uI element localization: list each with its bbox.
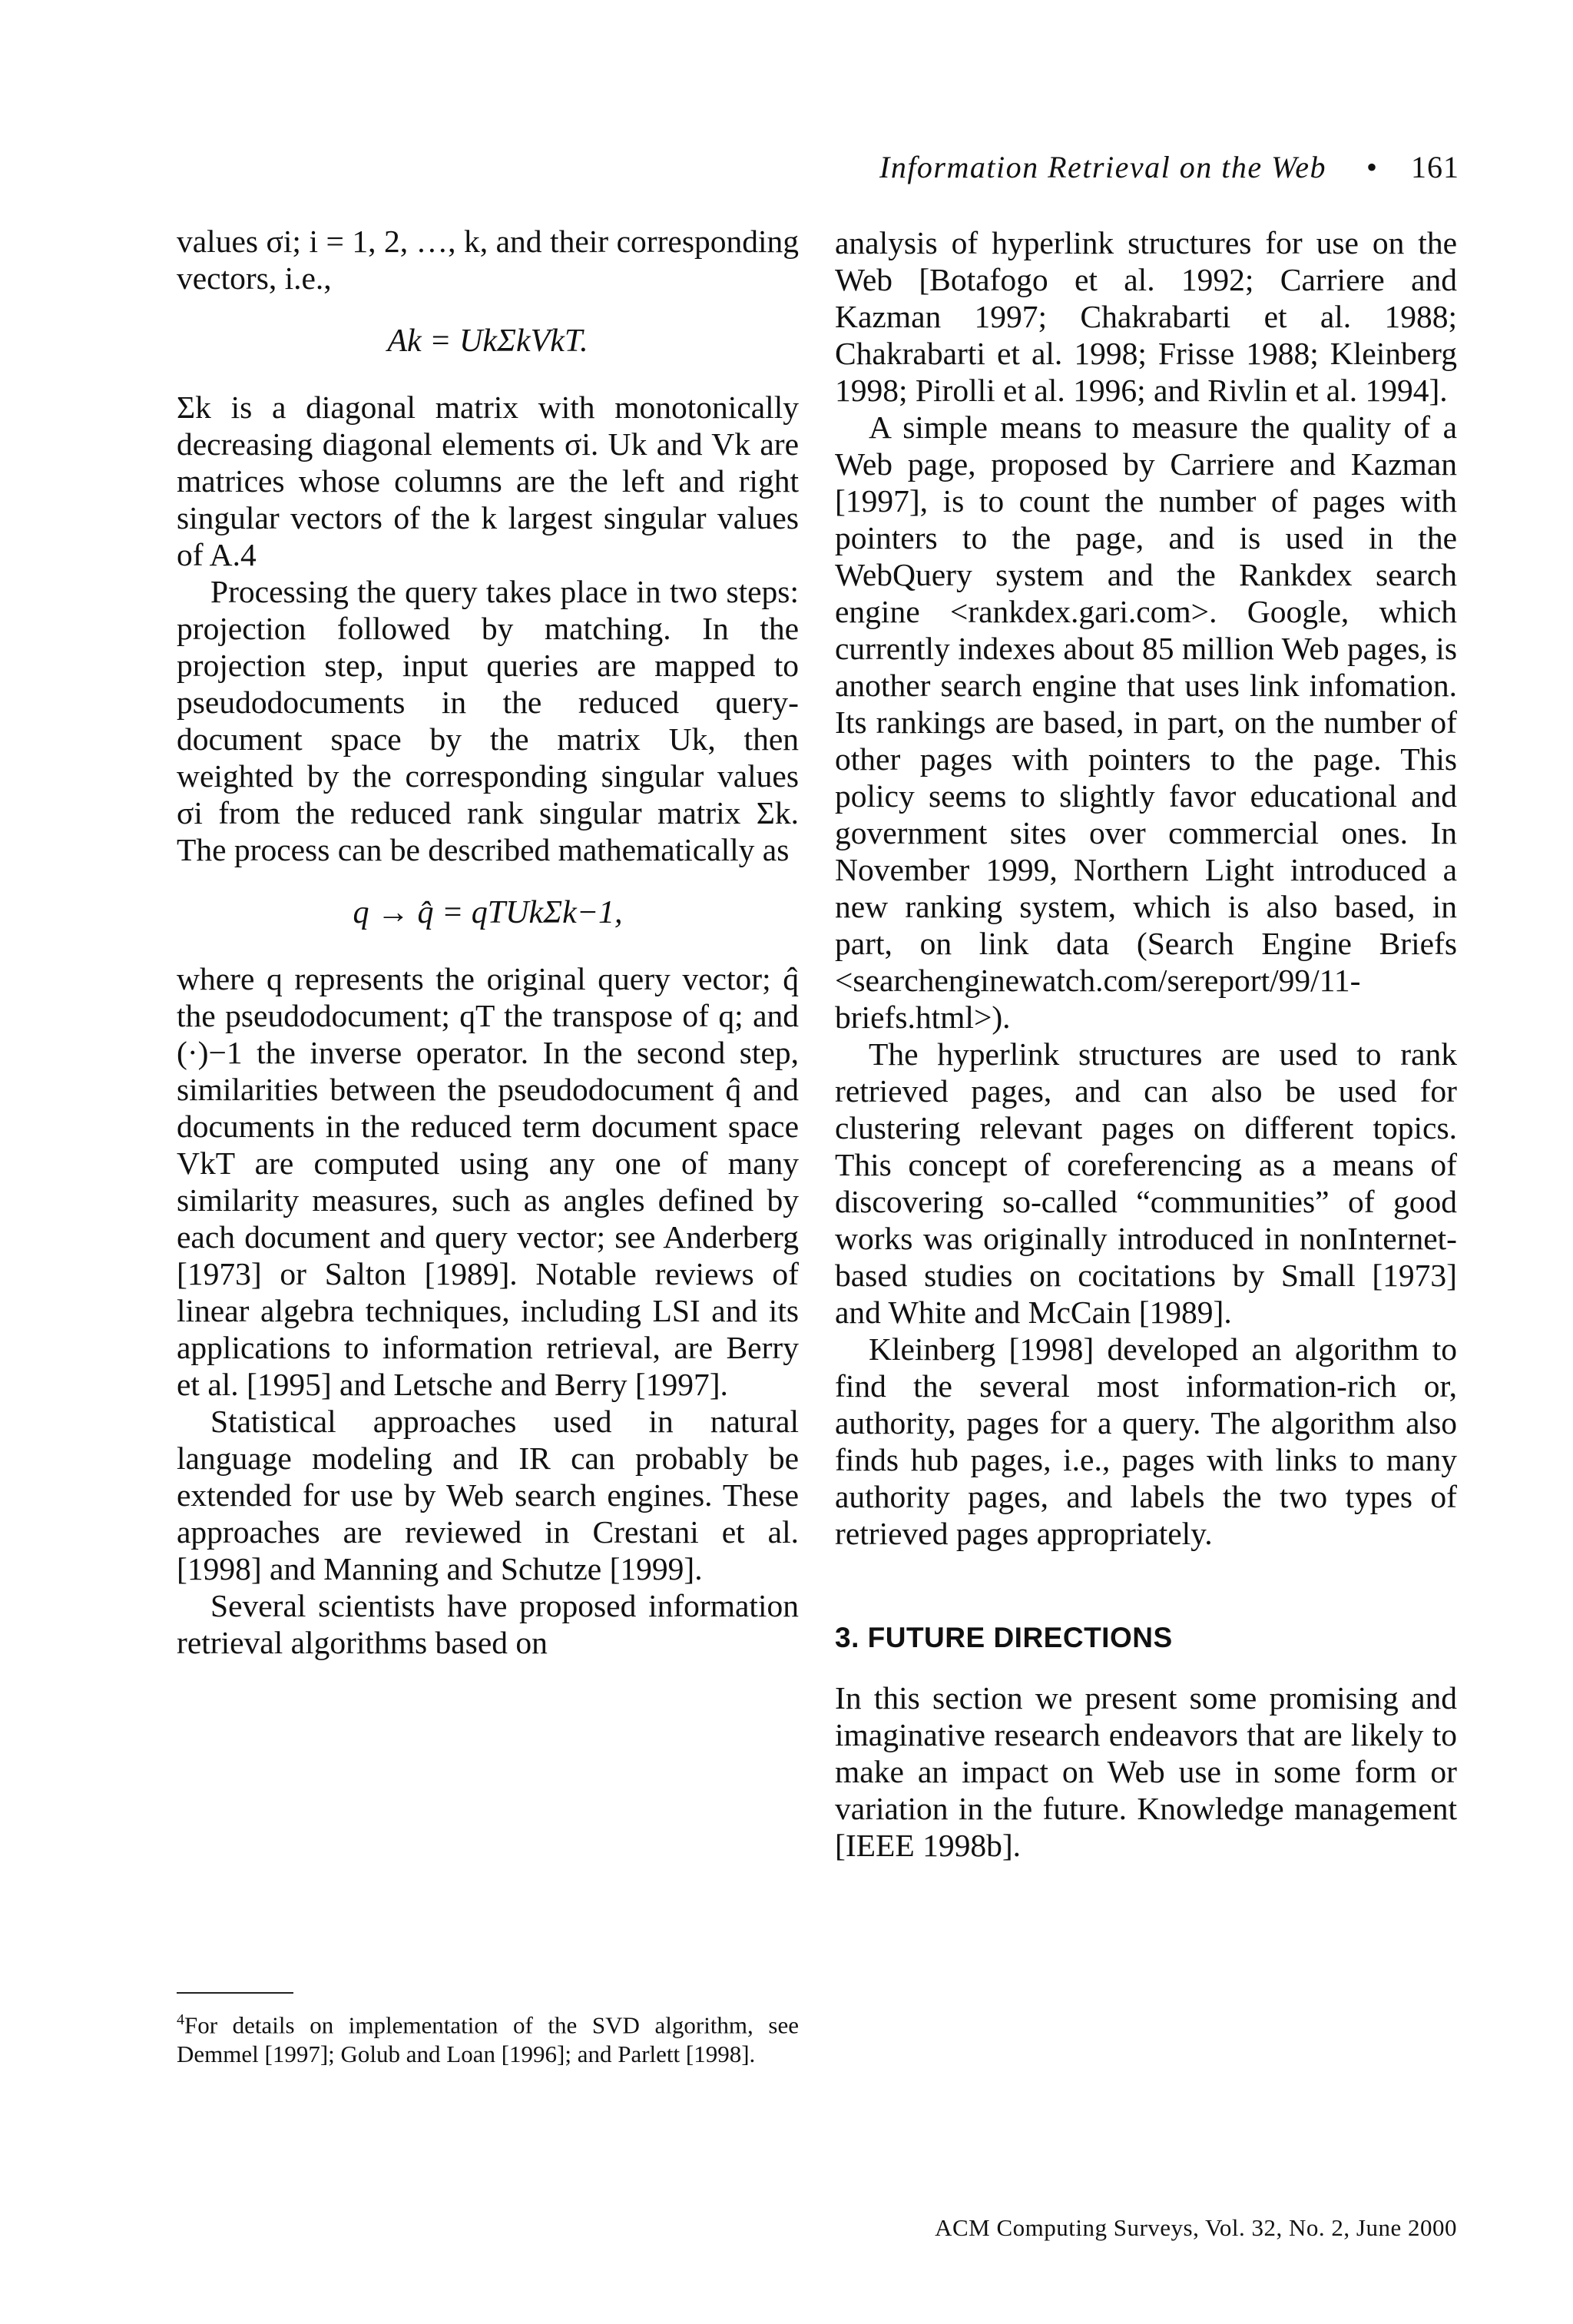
running-head-bullet: • [1366, 150, 1377, 184]
section-heading: 3. FUTURE DIRECTIONS [835, 1622, 1173, 1653]
footnote-marker: 4 [177, 2011, 184, 2028]
right-paragraph-1: analysis of hyperlink structures for use on the Web [Botafogo et al. 1992; Carriere and Kazman 1997; Chakrabarti et al. 1988; Chakrabarti et al. 1998; Frisse 1988; Kleinberg 1998; Pirolli et al. 1996; and Rivlin et al. 1994]. [835, 225, 1457, 408]
right-paragraph-2: A simple means to measure the quality of a Web page, proposed by Carriere and Kazman [1997], is to count the number of pages with pointers to the page, and is used in the WebQuery system and the Rankdex search engine <rankdex.gari.com>. Google, which currently indexes about 85 million Web pages, is another search engine that uses link infomation. Its rankings are based, in part, on the number of other pages with pointers to the page. This policy seems to slightly favor educational and government sites over commercial ones. In November 1999, Northern Light introduced a new ranking system, which is also based, in part, on link data (Search Engine Briefs <searchenginewatch.com/sereport/99/11-briefs.html>). [835, 409, 1457, 1035]
left-paragraph-3: Processing the query takes place in two steps: projection followed by matching. In the projection step, input queries are mapped to pseudodocuments in the reduced query-document space by the matrix Uk, then weighted by the corresponding singular values σi from the reduced rank singular matrix Σk. The process can be described mathematically as [177, 574, 799, 867]
right-column [835, 224, 1457, 1864]
left-paragraph-2: Σk is a diagonal matrix with monotonically decreasing diagonal elements σi. Uk and Vk are matrices whose columns are the left and right singular vectors of the k largest singular values of A.4 [177, 390, 799, 572]
equation-projection: q → q̂ = qTUkΣk−1, [353, 895, 623, 930]
page-number: 161 [1411, 150, 1459, 184]
footnote-rule [177, 1992, 293, 1994]
running-head-title: Information Retrieval on the Web [879, 150, 1326, 184]
footnote [177, 2005, 799, 2069]
left-paragraph-6: Several scientists have proposed information retrieval algorithms based on [177, 1588, 799, 1660]
left-paragraph-4: where q represents the original query vector; q̂ the pseudodocument; qT the transpose of q; and (·)−1 the inverse operator. In the second step, similarities between the pseudodocument q̂ and documents in the reduced term document space VkT are computed using any one of many similarity measures, such as angles defined by each document and query vector; see Anderberg [1973] or Salton [1989]. Notable reviews of linear algebra techniques, including LSI and its applications to information retrieval, are Berry et al. [1995] and Letsche and Berry [1997]. [177, 961, 799, 1402]
footnote-text: For details on implementation of the SVD algorithm, see Demmel [1997]; Golub and Loan [1996]; and Parlett [1998]. [177, 2011, 799, 2068]
journal-footer: ACM Computing Surveys, Vol. 32, No. 2, June 2000 [935, 2214, 1457, 2241]
right-paragraph-5: In this section we present some promising and imaginative research endeavors that are likely to make an impact on Web use in some form or variation in the future. Knowledge management [IEEE 1998b]. [835, 1680, 1457, 1863]
left-column [177, 223, 799, 1661]
right-paragraph-3: The hyperlink structures are used to rank retrieved pages, and can also be used for clustering relevant pages on different topics. This concept of coreferencing as a means of discovering so-called “communities” of good works was originally introduced in nonInternet-based studies on cocitations by Small [1973] and White and McCain [1989]. [835, 1036, 1457, 1330]
left-paragraph-5: Statistical approaches used in natural language modeling and IR can probably be extended for use by Web search engines. These approaches are reviewed in Crestani et al. [1998] and Manning and Schutze [1999]. [177, 1404, 799, 1586]
equation-svd: Ak = UkΣkVkT. [387, 323, 588, 359]
left-paragraph-1: values σi; i = 1, 2, …, k, and their corresponding vectors, i.e., [177, 224, 799, 296]
running-head [177, 144, 1459, 191]
right-paragraph-4: Kleinberg [1998] developed an algorithm to find the several most information-rich or, authority, pages for a query. The algorithm also finds hub pages, i.e., pages with links to many authority pages, and labels the two types of retrieved pages appropriately. [835, 1331, 1457, 1551]
